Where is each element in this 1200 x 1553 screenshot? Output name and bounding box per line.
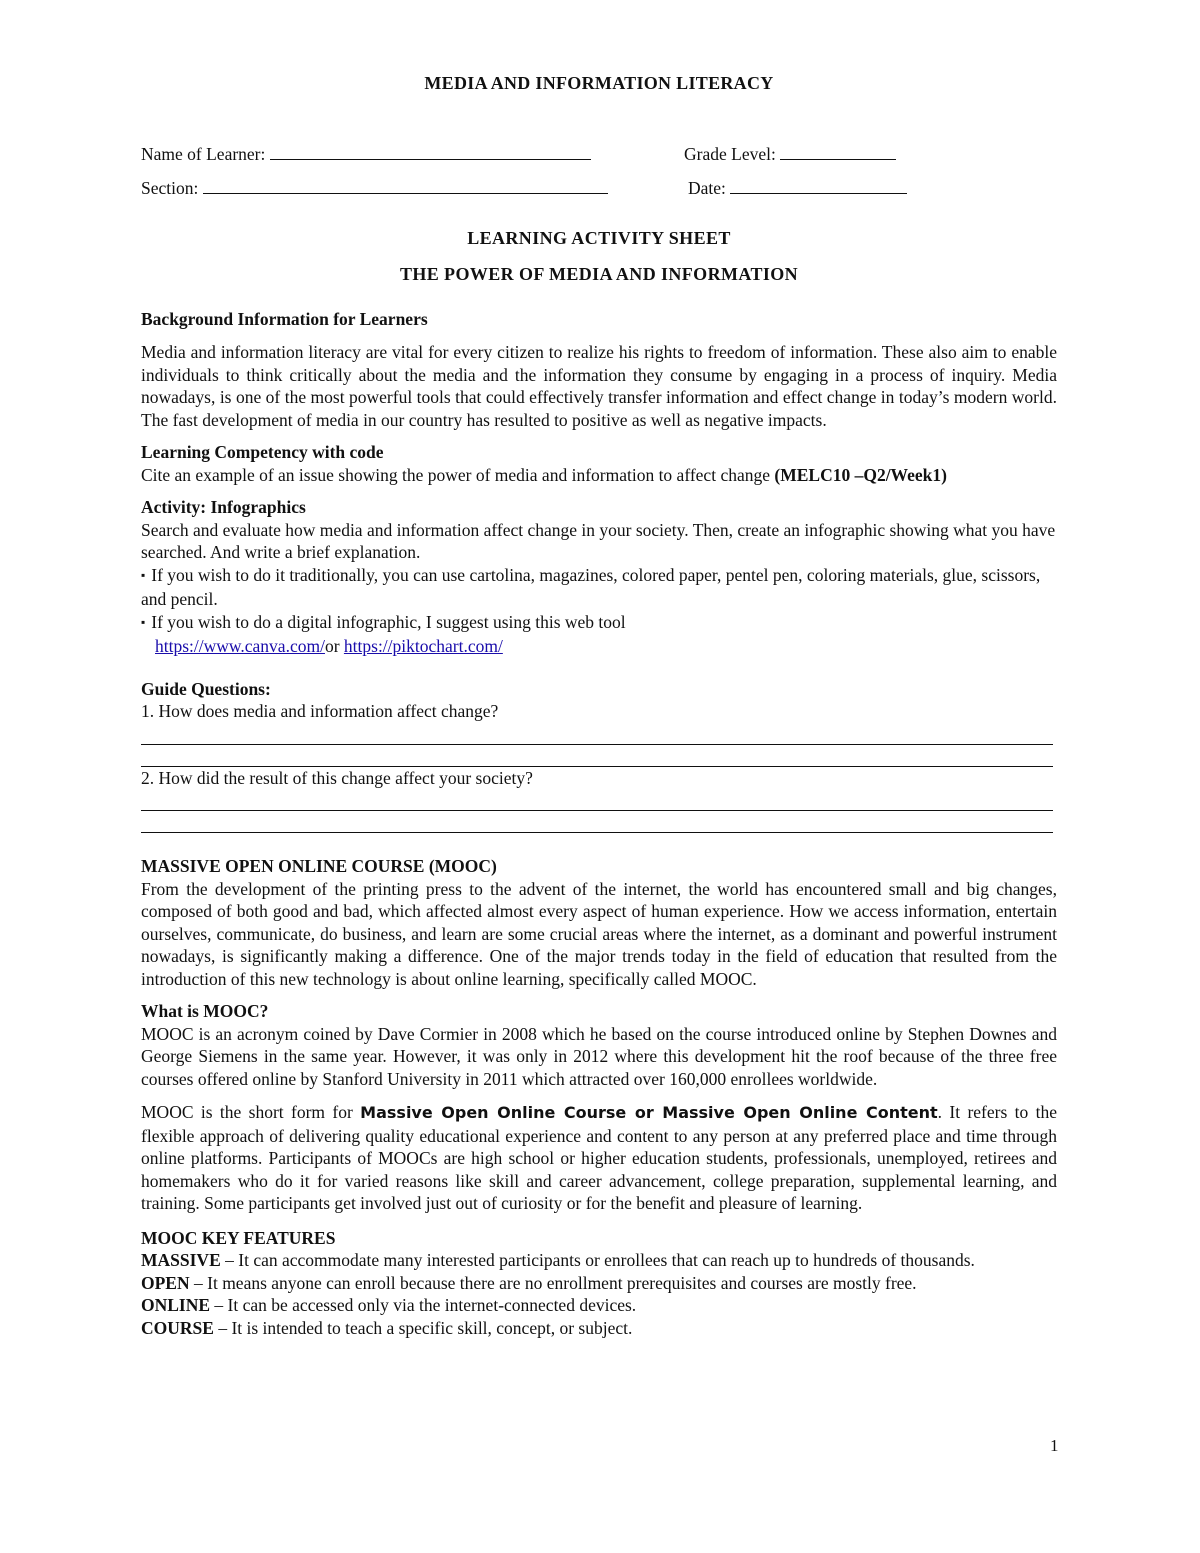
sheet-subtitle: THE POWER OF MEDIA AND INFORMATION (399, 264, 799, 284)
activity-heading: Activity: Infographics (141, 497, 306, 517)
link-separator: or (324, 636, 344, 656)
name-blank[interactable] (270, 143, 591, 160)
answer-line[interactable] (141, 789, 1053, 811)
guide-question-1: 1. How does media and information affect change? (141, 701, 499, 721)
feature-item-online (141, 1294, 1057, 1317)
feature-term: OPEN (141, 1272, 190, 1293)
feature-term: MASSIVE (141, 1250, 221, 1270)
canva-link[interactable]: https://www.canva.com/ (155, 636, 325, 656)
section-field (141, 177, 608, 199)
bullet-digital-text: If you wish to do a digital infographic, I suggest using this web tool (151, 611, 626, 632)
date-label: Date: (688, 177, 726, 198)
background-heading: Background Information for Learners (141, 308, 428, 329)
grade-level-blank[interactable] (780, 143, 896, 160)
page-number: 1 (1050, 1436, 1059, 1455)
competency-code: (MELC10 –Q2/Week1) (774, 464, 947, 485)
section-label: Section: (141, 177, 199, 198)
grade-level-label: Grade Level: (684, 143, 776, 164)
answer-line[interactable] (141, 723, 1053, 745)
mooc-heading: MASSIVE OPEN ONLINE COURSE (MOOC) (141, 856, 497, 876)
grade-level-field (684, 143, 896, 165)
piktochart-link[interactable]: https://piktochart.com/ (343, 636, 503, 656)
definition-term: Massive Open Online Course or Massive Open Online Content (360, 1103, 938, 1122)
name-field (141, 143, 591, 165)
feature-description: – It means anyone can enroll because there are no enrollment prerequisites and courses are mostly free. (189, 1272, 917, 1293)
what-is-mooc-heading: What is MOOC? (141, 1001, 269, 1021)
feature-description: – It is intended to teach a specific skill, concept, or subject. (213, 1317, 633, 1338)
feature-description: – It can be accessed only via the internet-connected devices. (210, 1295, 637, 1315)
answer-line[interactable] (141, 811, 1053, 833)
feature-item-open (141, 1272, 1057, 1295)
definition-text: . It refers to the flexible approach of delivering quality educational experience and content to any person at any preferred place and time through online platforms. Participants of MOOCs are high school or higher education students, professionals, unemployed, retirees and homemakers who do it for varied reasons like skill and career advancement, college preparation, supplemental learning, and training. Some participants get involved just out of curiosity or for the benefit and pleasure of learning. (141, 1102, 1057, 1213)
guide-question-2: 2. How did the result of this change affect your society? (141, 767, 533, 788)
activity-bullet-traditional (141, 564, 1057, 611)
feature-item-course (141, 1317, 1057, 1340)
competency-description: Cite an example of an issue showing the power of media and information to affect change (141, 464, 775, 485)
key-features-heading: MOOC KEY FEATURES (141, 1227, 336, 1248)
mooc-intro: From the development of the printing press to the advent of the internet, the world has encountered small and big changes, composed of both good and bad, which affected almost every aspect of human experience. How we access information, entertain ourselves, communicate, do business, and learn are some crucial areas where the internet, as a dominant and powerful instrument nowadays, is significantly making a difference. One of the major trends today in the field of education that resulted from the introduction of this new technology is about online learning, specifically called MOOC. (141, 878, 1057, 989)
guide-questions-heading: Guide Questions: (141, 678, 271, 699)
definition-intro: MOOC is the short form for (141, 1102, 361, 1122)
date-blank[interactable] (730, 177, 907, 194)
feature-term: ONLINE (141, 1295, 211, 1315)
web-tool-links (141, 635, 1057, 658)
activity-bullet-digital (141, 611, 1057, 636)
competency-heading: Learning Competency with code (141, 442, 384, 462)
bullet-traditional-text: If you wish to do it traditionally, you can use cartolina, magazines, colored paper, pentel pen, coloring materials, glue, scissors, and pencil. (141, 564, 1041, 609)
competency-text (141, 464, 1057, 487)
background-body: Media and information literacy are vital for every citizen to realize his rights to freedom of information. These also aim to enable individuals to think critically about the media and the information they consume by engaging in a process of inquiry. Media nowadays, is one of the most powerful tools that could effectively transfer information and effect change in today’s modern world. The fast development of media in our country has resulted to positive as well as negative impacts. (141, 342, 1057, 430)
name-label: Name of Learner: (141, 143, 266, 164)
mooc-definition (141, 1101, 1057, 1215)
feature-term: COURSE (141, 1317, 214, 1338)
what-is-mooc-text: MOOC is an acronym coined by Dave Cormier in 2008 which he based on the course introduced online by Stephen Downes and George Siemens in the same year. However, it was only in 2012 where this development hit the roof because of the three free courses offered online by Stanford University in 2011 which attracted over 160,000 enrollees worldwide. (141, 1023, 1057, 1089)
answer-line[interactable] (141, 745, 1053, 767)
learner-info-fields (141, 119, 1057, 198)
feature-item-massive (141, 1249, 1057, 1272)
sheet-title: LEARNING ACTIVITY SHEET (467, 227, 731, 248)
activity-text: Search and evaluate how media and information affect change in your society. Then, create an infographic showing what you have searched. And write a brief explanation. (141, 519, 1056, 562)
date-field (688, 177, 907, 199)
feature-description: – It can accommodate many interested participants or enrollees that can reach up to hundreds of thousands. (220, 1250, 975, 1270)
section-blank[interactable] (203, 177, 608, 194)
document-title: MEDIA AND INFORMATION LITERACY (424, 73, 774, 93)
worksheet-page (141, 70, 1057, 1339)
